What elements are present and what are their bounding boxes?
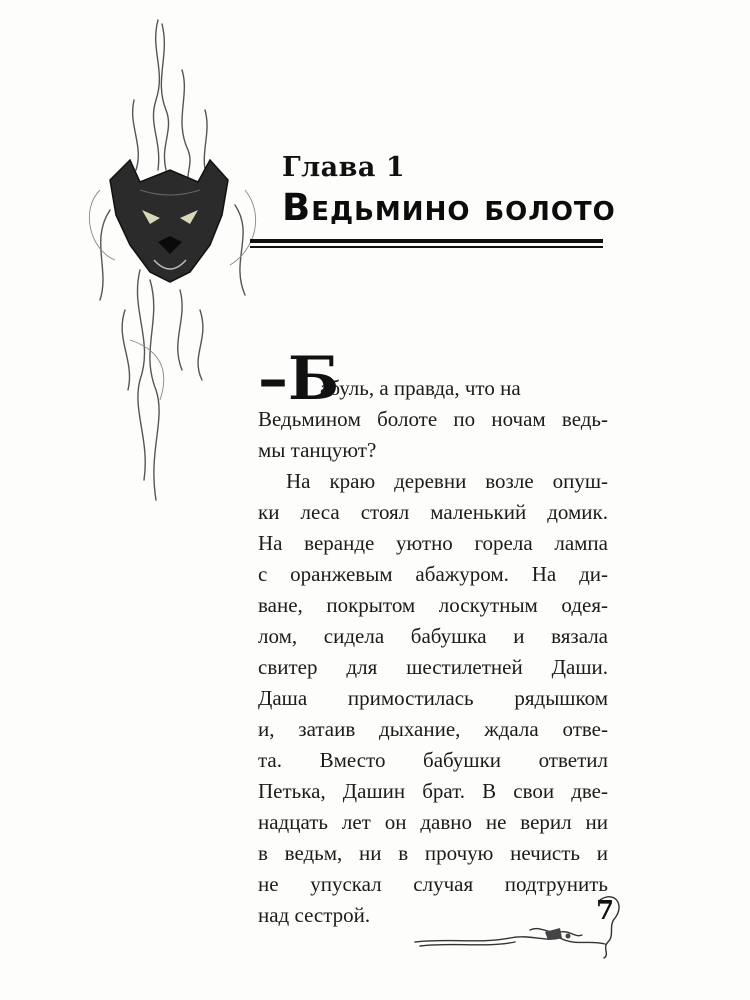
text-line: в ведьм, ни в прочую нечисть и (258, 841, 608, 865)
text-line: Ведьминoм болоте по ночам ведь- (258, 407, 608, 431)
text-line: не упускал случая подтрунить (258, 872, 608, 896)
text-line: та. Вместо бабушки ответил (258, 748, 608, 772)
drop-cap: –Б (258, 344, 340, 414)
wolf-head-icon (70, 10, 270, 510)
text-line: с оранжевым абажуром. На ди- (258, 562, 608, 586)
text-line: лом, сидела бабушка и вязала (258, 624, 608, 648)
first-line (258, 344, 608, 414)
text-line: На краю деревни возле опуш- (286, 469, 608, 493)
chapter-title: Ведьмино болото (282, 186, 616, 229)
chapter-label: Глава 1 (282, 152, 406, 183)
text-line: и, затаив дыхание, ждала отве- (258, 717, 608, 741)
text-line: свитер для шестилетней Даши. (258, 655, 608, 679)
text-line: мы танцуют? (258, 438, 377, 462)
text-line: над сестрой. (258, 903, 371, 927)
text-line: Петька, Дашин брат. В свои две- (258, 779, 608, 803)
text-line: ване, покрытом лоскутным одея- (258, 593, 608, 617)
body-text (258, 344, 608, 931)
text-line: ки леса стоял маленький домик. (258, 500, 608, 524)
text-line: надцать лет он давно не верил ни (258, 810, 608, 834)
heading-rule-thick (250, 239, 603, 243)
first-line-text: абуль, а правда, что на (320, 376, 521, 400)
page-number: 7 (596, 896, 615, 926)
text-line: На веранде уютно горела лампа (258, 531, 608, 555)
heading-rule-thin (250, 246, 603, 248)
text-line: Даша примостилась рядышком (258, 686, 608, 710)
